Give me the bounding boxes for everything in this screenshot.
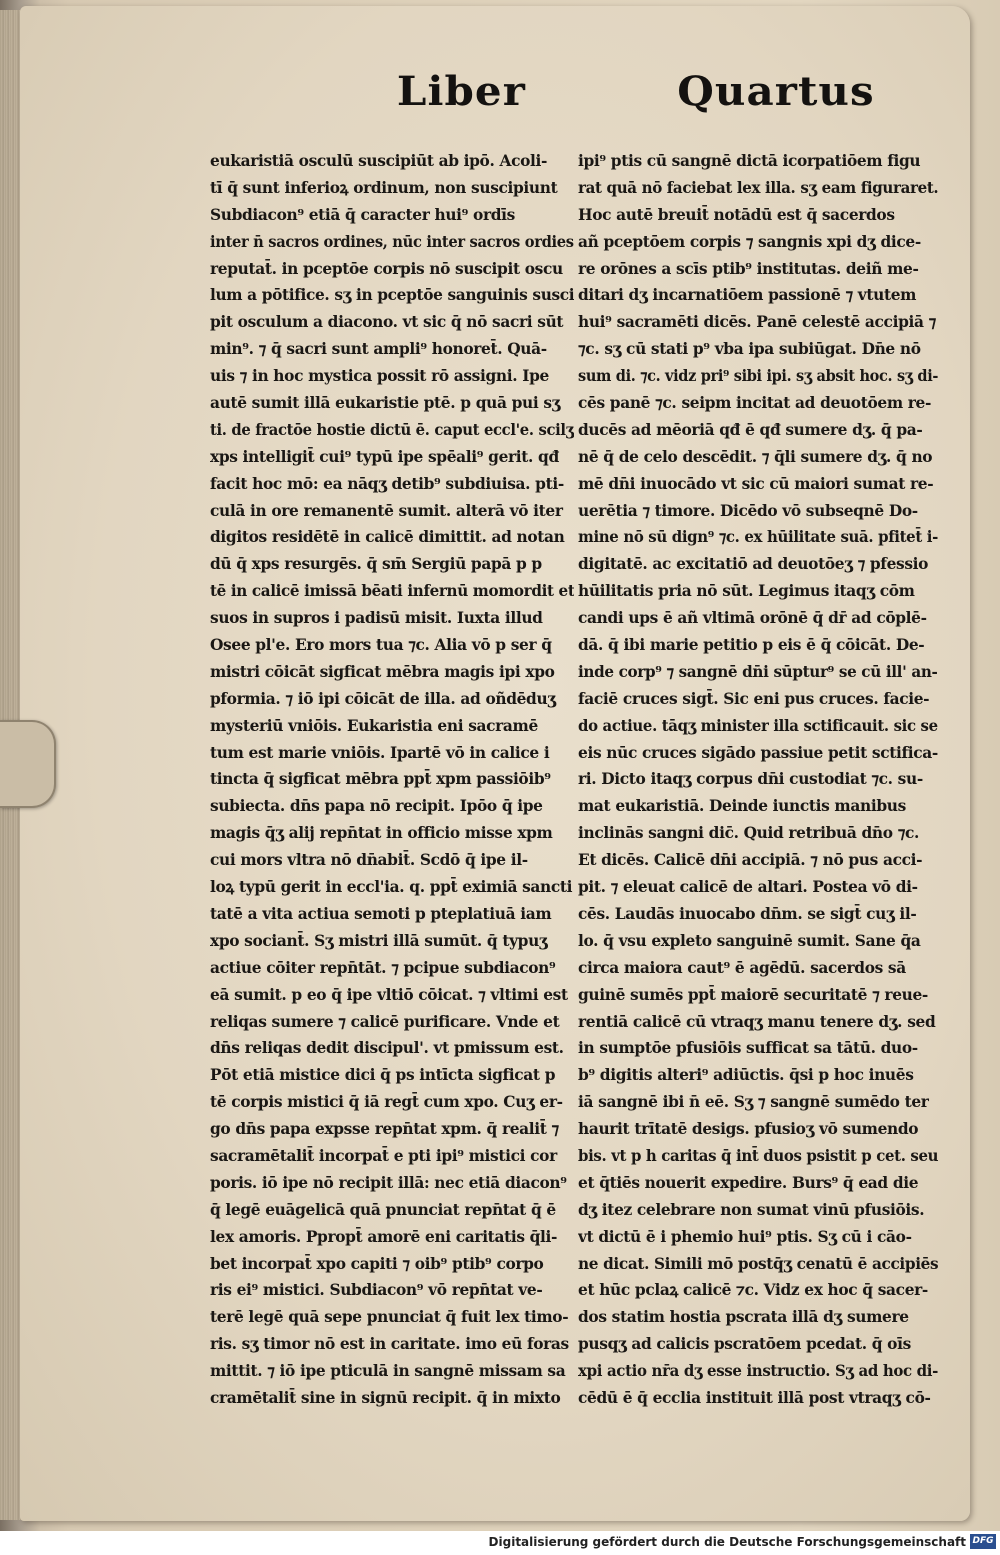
text-line: ⁊c. sʒ cū stati p⁹ vba ipa subiūgat. Dn̄e nō: [578, 340, 921, 359]
text-line: añ pceptōem corpis ⁊ sangnis xpi dʒ dice-: [578, 232, 921, 251]
text-line: min⁹. ⁊ q̄ sacri sunt ampli⁹ honoret̄. Quā-: [210, 340, 547, 359]
text-line: eā sumit. p eo q̄ ipe vltiō cōicat. ⁊ vltimi est: [210, 985, 568, 1004]
text-line: suos in supros i padisū misit. Iuxta illud: [210, 609, 543, 628]
text-line: inde corp⁹ ⁊ sangnē dn̄i sūptur⁹ se cū ill' an-: [578, 662, 938, 681]
text-line: b⁹ digitis alteri⁹ adiūctis. q̄si p hoc inuēs: [578, 1066, 914, 1085]
text-line: reliqas sumere ⁊ calicē purificare. Vnde et: [210, 1012, 560, 1031]
running-head-right: Quartus: [677, 68, 875, 115]
text-line: pit. ⁊ eleuat calicē de altari. Postea vō di-: [578, 878, 918, 897]
text-line: cui mors vltra nō dn̄abit̄. Scdō q̄ ipe il-: [210, 851, 528, 870]
text-line: go dn̄s papa expsse repn̄tat xpm. q̄ realit̄ ⁊: [210, 1120, 559, 1139]
text-line: pusqʒ ad calicis pscratōem pcedat. q̄ oīs: [578, 1335, 911, 1354]
text-line: dos statim hostia pscrata illā dʒ sumere: [578, 1308, 909, 1327]
text-line: tē in calicē imissā bēati infernū momordit et: [210, 582, 574, 601]
text-line: pit osculum a diacono. vt sic q̄ nō sacri sūt: [210, 313, 564, 332]
text-line: mine nō sū dign⁹ ⁊c. ex hūilitate suā. pfitet̄ i-: [578, 528, 938, 547]
text-line: cēs panē ⁊c. seipm incitat ad deuotōem re-: [578, 394, 932, 413]
text-line: poris. iō ipe nō recipit illā: nec etiā diacon⁹: [210, 1173, 567, 1192]
text-line: mat eukaristiā. Deinde iunctis manibus: [578, 797, 906, 816]
text-line: dʒ itez celebrare non sumat vinū pfusiōis.: [578, 1200, 925, 1219]
text-line: lo. q̄ vsu expleto sanguinē sumit. Sane q̄a: [578, 931, 921, 950]
text-line: bet incorpat̄ xpo capiti ⁊ oib⁹ ptib⁹ corpo: [210, 1254, 544, 1273]
text-line: do actiue. tāqʒ minister illa sctificauit. sic se: [578, 716, 938, 735]
text-line: uis ⁊ in hoc mystica possit rō assigni. Ipe: [210, 367, 549, 386]
text-line: re orōnes a scīs ptib⁹ institutas. deiñ me-: [578, 259, 919, 278]
text-line: hui⁹ sacramēti dicēs. Panē celestē accipiā ⁊: [578, 313, 936, 332]
text-line: digitos residētē in calicē dimittit. ad notan: [210, 528, 565, 547]
text-line: in sumptōe pfusiōis sufficat sa tātū. duo-: [578, 1039, 918, 1058]
text-line: actiue cōiter repn̄tāt. ⁊ pcipue subdiacon⁹: [210, 958, 556, 977]
text-column-left: [210, 148, 574, 1412]
funding-credit: Digitalisierung gefördert durch die Deutsche Forschungsgemeinschaft: [488, 1535, 966, 1549]
text-line: sacramētalit̄ incorpat̄ e pti ipi⁹ mistici cor: [210, 1146, 557, 1165]
text-line: inclinās sangni dic̄. Quid retribuā dn̄o ⁊c.: [578, 824, 920, 843]
text-line: xpo sociant̄. Sʒ mistri illā sumūt. q̄ typuʒ: [210, 931, 548, 950]
text-line: mistri cōicāt sigficat mēbra magis ipi xpo: [210, 662, 555, 681]
text-line: mē dn̄i inuocādo vt sic cū maiori sumat re-: [578, 474, 934, 493]
text-line: ris. sʒ timor nō est in caritate. imo eū foras: [210, 1335, 569, 1354]
text-line: tē corpis mistici q̄ iā regt̄ cum xpo. Cuʒ er-: [210, 1093, 563, 1112]
text-line: Et dicēs. Calicē dn̄i accipiā. ⁊ nō pus acci-: [578, 851, 923, 870]
text-line: subiecta. dn̄s papa nō recipit. Ipōo q̄ ipe: [210, 797, 543, 816]
text-line: ditari dʒ incarnatiōem passionē ⁊ vtutem: [578, 286, 917, 305]
text-line: inter n̄ sacros ordines, nūc inter sacros ordies: [210, 232, 574, 251]
text-line: magis q̄ʒ alij repn̄tat in officio misse xpm: [210, 824, 553, 843]
text-line: lum a pōtifice. sʒ in pceptōe sanguinis susci: [210, 286, 574, 305]
text-line: facit hoc mō: ea nāqʒ detib⁹ subdiuisa. pti-: [210, 474, 564, 493]
text-line: guinē sumēs ppt̄ maiorē securitatē ⁊ reue-: [578, 985, 928, 1004]
text-line: mittit. ⁊ iō ipe pticulā in sangnē missam sa: [210, 1362, 566, 1381]
text-line: mysteriū vniōis. Eukaristia eni sacramē: [210, 716, 538, 735]
text-line: cramētalit̄ sine in signū recipit. q̄ in mixto: [210, 1388, 561, 1407]
text-line: terē legē quā sepe pnunciat q̄ fuit lex timo-: [210, 1308, 569, 1327]
text-line: pformia. ⁊ iō ipi cōicāt de illa. ad oñdēduʒ: [210, 689, 556, 708]
text-line: autē sumit illā eukaristie ptē. p quā pui sʒ: [210, 394, 561, 413]
text-line: nē q̄ de celo descēdit. ⁊ q̄li sumere dʒ. q̄ no: [578, 447, 933, 466]
running-head-left: Liber: [396, 68, 526, 115]
text-line: Pōt etiā mistice dici q̄ ps intīcta sigficat p: [210, 1066, 556, 1085]
text-line: cēdū ē q̄ ecclia instituit illā post vtraqʒ cō-: [578, 1388, 931, 1407]
text-line: et hūc pclaꝝ calicē ⁊c. Vidz ex hoc q̄ sacer-: [578, 1281, 928, 1300]
text-line: ne dicat. Simili mō postq̄ʒ cenatū ē accipiēs: [578, 1254, 938, 1273]
text-line: ducēs ad mēoriā qđ ē qđ sumere dʒ. q̄ pa-: [578, 420, 923, 439]
text-line: xps intelligit̄ cui⁹ typū ipe spēali⁹ gerit. qđ: [210, 447, 559, 466]
text-line: Osee pl'e. Ero mors tua ⁊c. Alia vō p ser q̄: [210, 636, 552, 655]
dfg-logo: DFG: [970, 1534, 996, 1549]
text-line: rentiā calicē cū vtraqʒ manu tenere dʒ. sed: [578, 1012, 936, 1031]
text-line: iā sangnē ibi n̄ eē. Sʒ ⁊ sangnē sumēdo ter: [578, 1093, 929, 1112]
text-line: uerētia ⁊ timore. Dicēdo vō subseqnē Do-: [578, 501, 918, 520]
text-line: Subdiacon⁹ etiā q̄ caracter hui⁹ ordīs: [210, 205, 515, 224]
text-line: dū q̄ xps resurgēs. q̄ sm̄ Sergiū papā p p: [210, 555, 542, 574]
text-line: circa maiora caut⁹ ē agēdū. sacerdos sā: [578, 958, 906, 977]
text-line: xpi actio nr̄a dʒ esse instructio. Sʒ ad hoc di-: [578, 1362, 938, 1381]
text-line: Hoc autē breuit̄ notādū est q̄ sacerdos: [578, 205, 895, 224]
text-line: tincta q̄ sigficat mēbra ppt̄ xpm passiōib⁹: [210, 770, 551, 789]
text-line: digitatē. ac excitatiō ad deuotōeʒ ⁊ pfessio: [578, 555, 929, 574]
text-line: q̄ legē euāgelicā quā pnunciat repn̄tat q̄ ē: [210, 1200, 556, 1219]
text-line: faciē cruces sigt̄. Sic eni pus cruces. facie-: [578, 689, 930, 708]
text-line: ti. de fractōe hostie dictū ē. caput eccl'e. scilʒ: [210, 420, 574, 439]
page-tab-marker: [0, 720, 56, 808]
text-line: culā in ore remanentē sumit. alterā vō iter: [210, 501, 563, 520]
text-line: tatē a vita actiua semoti p pteplatiuā iam: [210, 904, 552, 923]
text-line: loꝝ typū gerit in eccl'ia. q. ppt̄ eximiā sancti: [210, 878, 573, 897]
text-line: vt dictū ē i phemio hui⁹ ptis. Sʒ cū i cāo-: [578, 1227, 912, 1246]
text-line: bis. vt p h caritas q̄ int̄ duos psistit p cet. seu: [578, 1146, 938, 1165]
text-line: eukaristiā osculū suscipiūt ab ipō. Acoli-: [210, 152, 548, 170]
text-line: candi ups ē añ vltimā orōnē q̄ dr̄ ad cōplē-: [578, 609, 927, 628]
text-line: hūilitatis pria nō sūt. Legimus itaqʒ cōm: [578, 582, 915, 601]
text-line: eis nūc cruces sigādo passiue petit sctifica-: [578, 743, 938, 762]
text-line: dn̄s reliqas dedit discipul'. vt pmissum est.: [210, 1039, 564, 1058]
text-line: sum di. ⁊c. vidz pri⁹ sibi ipi. sʒ absit hoc. sʒ di-: [578, 367, 938, 386]
text-line: ri. Dicto itaqʒ corpus dn̄i custodiat ⁊c. su-: [578, 770, 923, 789]
text-line: et q̄tiēs nouerit expedire. Burs⁹ q̄ ead die: [578, 1173, 919, 1192]
text-line: lex amoris. Ppropt̄ amorē eni caritatis q̄li-: [210, 1227, 558, 1246]
text-line: ris ei⁹ mistici. Subdiacon⁹ vō repn̄tat ve-: [210, 1281, 543, 1300]
text-line: rat quā nō faciebat lex illa. sʒ eam figuraret.: [578, 178, 938, 197]
text-line: tum est marie vniōis. Ipartē vō in calice i: [210, 743, 550, 762]
text-line: ipi⁹ ptis cū sangnē dictā icorpatiōem figu: [578, 152, 921, 170]
text-line: dā. q̄ ibi marie petitio p eis ē q̄ cōicāt. De-: [578, 636, 925, 655]
text-line: cēs. Laudās inuocabo dn̄m. se sigt̄ cuʒ il-: [578, 904, 917, 923]
text-column-right: [578, 148, 938, 1412]
text-line: haurit trītatē desigs. pfusioʒ vō sumendo: [578, 1120, 919, 1139]
text-line: tī q̄ sunt inferioꝝ ordinum, non suscipiunt: [210, 178, 558, 197]
text-line: reputat̄. in pceptōe corpis nō suscipit oscu: [210, 259, 563, 278]
